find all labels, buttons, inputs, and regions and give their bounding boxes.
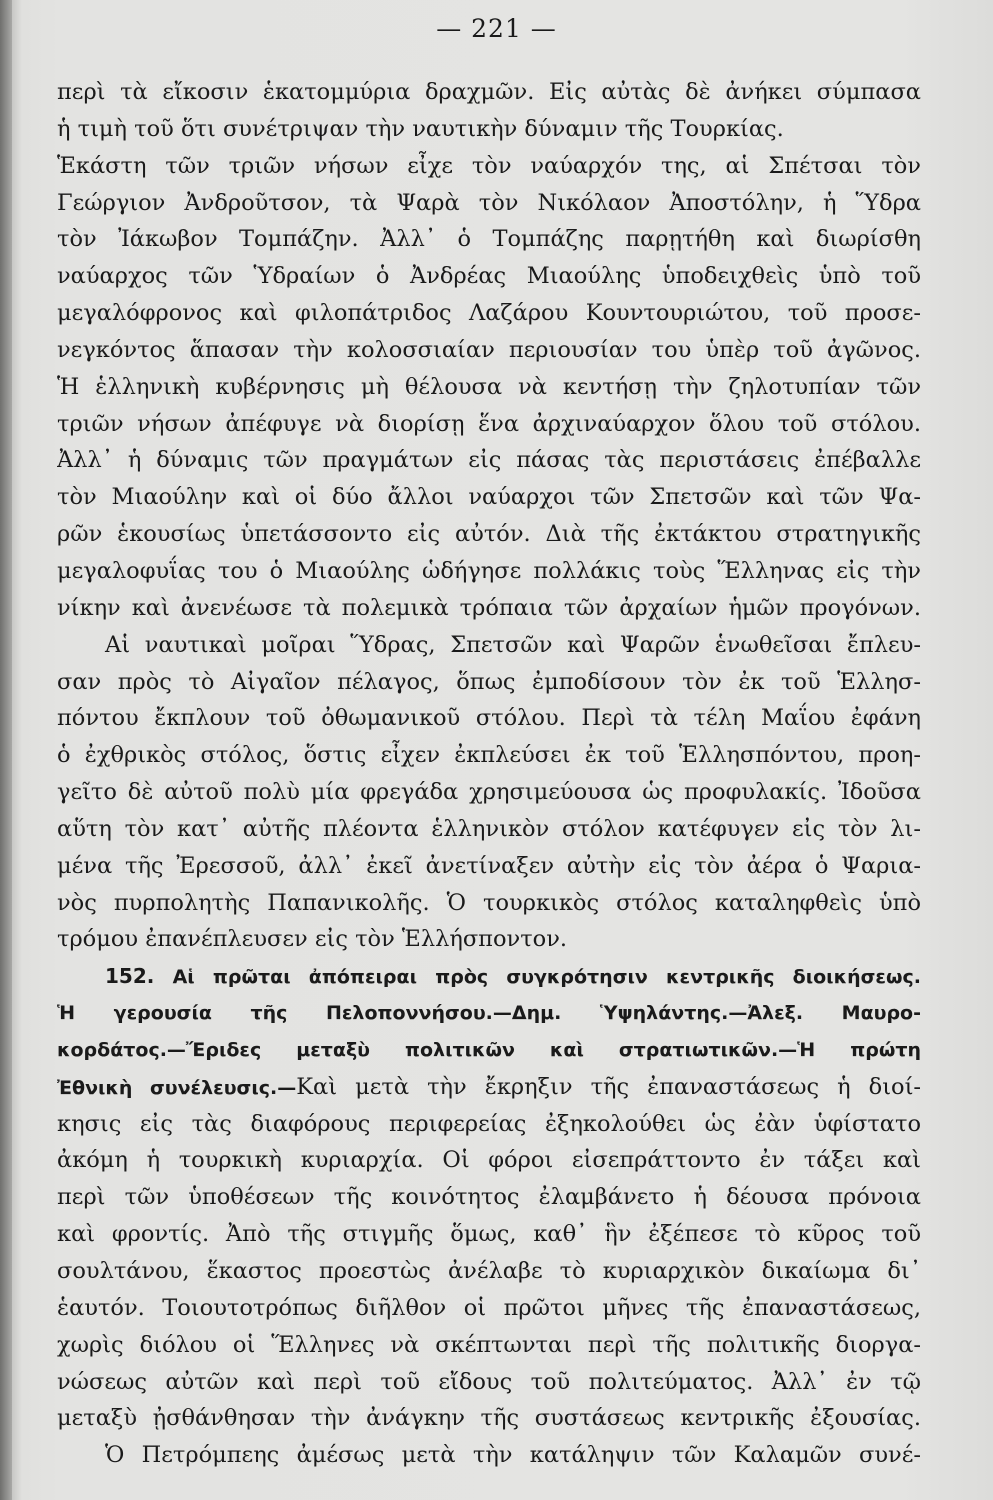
text-line: κησις εἰς τὰς διαφόρους περιφερείας ἐξηκολούθει ὡς ἐὰν ὑφίστατο: [57, 1110, 921, 1137]
text-line: νεγκόντος ἅπασαν τὴν κολοσσιαίαν περιουσίαν του ὑπὲρ τοῦ ἀγῶνος.: [57, 336, 921, 363]
section-heading-line: Ἡ γερουσία τῆς Πελοποννήσου.—Δημ. Ὑψηλάντης.—Ἀλεξ. Μαυρο-: [57, 1002, 921, 1025]
text-line: τὸν Μιαούλην καὶ οἱ δύο ἄλλοι ναύαρχοι τῶν Σπετσῶν καὶ τῶν Ψα-: [57, 484, 921, 511]
text-line: ὁ ἐχθρικὸς στόλος, ὅστις εἶχεν ἐκπλεύσει ἐκ τοῦ Ἑλλησπόντου, προη-: [57, 742, 921, 769]
body-text: [57, 74, 921, 1474]
section-heading-line: κορδάτος.—Ἔριδες μεταξὺ πολιτικῶν καὶ στρατιωτικῶν.—Ἡ πρώτη: [57, 1038, 921, 1061]
text-line: ἑαυτόν. Τοιουτοτρόπως διῆλθον οἱ πρῶτοι μῆνες τῆς ἐπαναστάσεως,: [57, 1294, 921, 1321]
text-line: περὶ τῶν ὑποθέσεων τῆς κοινότητος ἐλαμβάνετο ἡ δέουσα πρόνοια: [57, 1184, 921, 1211]
text-line: καὶ φροντίς. Ἀπὸ τῆς στιγμῆς ὅμως, καθ᾿ ἣν ἐξέπεσε τὸ κῦρος τοῦ: [57, 1221, 921, 1248]
text-line: μεγαλοφυΐας του ὁ Μιαούλης ὡδήγησε πολλάκις τοὺς Ἕλληνας εἰς τὴν: [57, 557, 921, 584]
section-heading-line: [57, 1069, 921, 1106]
text-line: ἀκόμη ἡ τουρκικὴ κυριαρχία. Οἱ φόροι εἰσεπράττοντο ἐν τάξει καὶ: [57, 1147, 921, 1174]
section-body-start: Καὶ μετὰ τὴν ἔκρηξιν τῆς ἐπαναστάσεως ἡ διοί-: [296, 1073, 921, 1100]
text-line: Αἱ ναυτικαὶ μοῖραι Ὕδρας, Σπετσῶν καὶ Ψαρῶν ἑνωθεῖσαι ἔπλευ-: [105, 631, 921, 658]
text-line: γεῖτο δὲ αὐτοῦ πολὺ μία φρεγάδα χρησιμεύουσα ὡς προφυλακίς. Ἰδοῦσα: [57, 779, 921, 806]
text-line: Ὁ Πετρόμπεης ἀμέσως μετὰ τὴν κατάληψιν τῶν Καλαμῶν συνέ-: [105, 1442, 921, 1469]
text-line: νώσεως αὐτῶν καὶ περὶ τοῦ εἴδους τοῦ πολιτεύματος. Ἀλλ᾿ ἐν τῷ: [57, 1368, 921, 1395]
text-line: χωρὶς διόλου οἱ Ἕλληνες νὰ σκέπτωνται περὶ τῆς πολιτικῆς διοργα-: [57, 1331, 921, 1358]
text-line: σουλτάνου, ἕκαστος προεστὼς ἀνέλαβε τὸ κυριαρχικὸν δικαίωμα δι᾿: [57, 1258, 921, 1284]
section-heading: [57, 958, 921, 995]
text-line: περὶ τὰ εἴκοσιν ἑκατομμύρια δραχμῶν. Εἰς αὐτὰς δὲ ἀνήκει σύμπασα: [57, 79, 921, 105]
text-line: μεταξὺ ᾐσθάνθησαν τὴν ἀνάγκην τῆς συστάσεως κεντρικῆς ἐξουσίας.: [57, 1405, 921, 1432]
text-line: Ἑκάστη τῶν τριῶν νήσων εἶχε τὸν ναύαρχόν της, αἱ Σπέτσαι τὸν: [57, 152, 921, 179]
text-line: ρῶν ἑκουσίως ὑπετάσσοντο εἰς αὐτόν. Διὰ τῆς ἐκτάκτου στρατηγικῆς: [57, 521, 921, 548]
section-heading-end: Ἐθνικὴ συνέλευσις.—: [57, 1076, 297, 1099]
text-line: ἡ τιμὴ τοῦ ὅτι συνέτριψαν τὴν ναυτικὴν δύναμιν τῆς Τουρκίας.: [57, 115, 784, 142]
text-line: νίκην καὶ ἀνενέωσε τὰ πολεμικὰ τρόπαια τῶν ἀρχαίων ἡμῶν προγόνων.: [57, 594, 921, 621]
text-line: ναύαρχος τῶν Ὑδραίων ὁ Ἀνδρέας Μιαούλης ὑποδειχθεὶς ὑπὸ τοῦ: [57, 263, 921, 290]
text-line: Ἀλλ᾿ ἡ δύναμις τῶν πραγμάτων εἰς πάσας τὰς περιστάσεις ἐπέβαλλε: [57, 447, 921, 474]
text-line: Ἡ ἑλληνικὴ κυβέρνησις μὴ θέλουσα νὰ κεντήσῃ τὴν ζηλοτυπίαν τῶν: [57, 373, 921, 400]
section-heading-text: Αἱ πρῶται ἀπόπειραι πρὸς συγκρότησιν κεντρικῆς διοικήσεως.: [172, 966, 921, 989]
text-line: τριῶν νήσων ἀπέφυγε νὰ διορίσῃ ἕνα ἀρχιναύαρχον ὅλου τοῦ στόλου.: [57, 410, 921, 437]
text-line: αὕτη τὸν κατ᾿ αὐτῆς πλέοντα ἑλληνικὸν στόλον κατέφυγεν εἰς τὸν λι-: [57, 815, 921, 842]
text-line: τρόμου ἐπανέπλευσεν εἰς τὸν Ἑλλήσποντον.: [57, 926, 568, 953]
text-line: σαν πρὸς τὸ Αἰγαῖον πέλαγος, ὅπως ἐμποδίσουν τὸν ἐκ τοῦ Ἑλλησ-: [57, 668, 921, 695]
section-number: 152.: [105, 964, 155, 989]
text-line: μένα τῆς Ἐρεσσοῦ, ἀλλ᾿ ἐκεῖ ἀνετίναξεν αὐτὴν εἰς τὸν ἀέρα ὁ Ψαρια-: [57, 852, 921, 879]
text-line: τὸν Ἰάκωβον Τομπάζην. Ἀλλ᾿ ὁ Τομπάζης παρῃτήθη καὶ διωρίσθη: [57, 226, 921, 253]
text-line: νὸς πυρπολητὴς Παπανικολῆς. Ὁ τουρκικὸς στόλος καταληφθεὶς ὑπὸ: [57, 889, 921, 916]
page-binding-shadow: [0, 0, 12, 1500]
page-number: — 221 —: [436, 14, 557, 43]
text-line: μεγαλόφρονος καὶ φιλοπάτριδος Λαζάρου Κουντουριώτου, τοῦ προσε-: [57, 300, 921, 327]
text-line: πόντου ἔκπλουν τοῦ ὀθωμανικοῦ στόλου. Περὶ τὰ τέλη Μαΐου ἐφάνη: [57, 705, 921, 732]
text-line: Γεώργιον Ἀνδροῦτσον, τὰ Ψαρὰ τὸν Νικόλαον Ἀποστόλην, ἡ Ὕδρα: [57, 189, 921, 216]
